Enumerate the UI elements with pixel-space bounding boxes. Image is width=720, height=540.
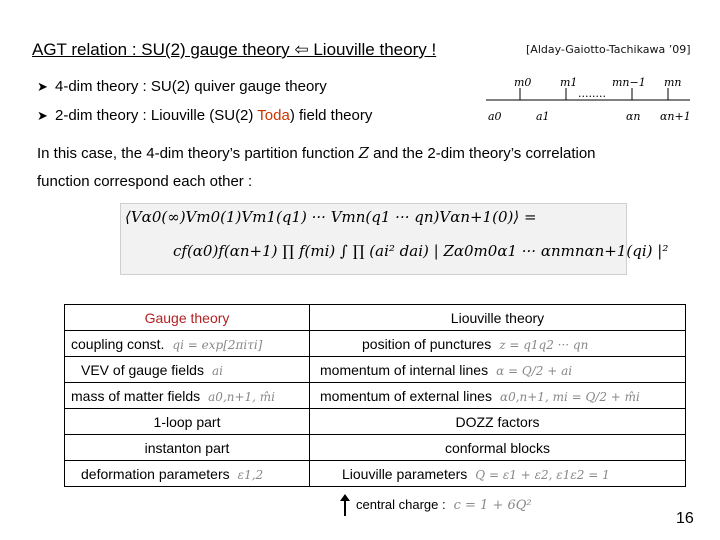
quiver-diagram — [486, 76, 691, 130]
agt-dictionary-table — [64, 304, 686, 487]
paragraph-post: and the 2-dim theory’s correlation — [369, 145, 596, 162]
table-cell-left: instanton part — [65, 435, 310, 461]
row-left-text: coupling const. — [71, 335, 165, 352]
table-row — [65, 383, 686, 409]
table-cell-left: 1-loop part — [65, 409, 310, 435]
table-row — [65, 357, 686, 383]
table-row — [65, 435, 686, 461]
central-charge-note — [356, 497, 532, 513]
bullet-2dim-suffix: ) field theory — [289, 107, 373, 124]
table-header-row — [65, 305, 686, 331]
quiver-label-a1: a1 — [536, 110, 550, 123]
page-number: 16 — [676, 510, 694, 527]
table-cell-right — [310, 331, 686, 357]
row-right-eq: z = q1q2 ··· qn — [499, 337, 589, 352]
row-right-text: momentum of external lines — [320, 387, 492, 404]
bullet-4dim — [37, 78, 327, 95]
citation: [Alday-Gaiotto-Tachikawa ’09] — [526, 43, 691, 56]
quiver-label-m1: m1 — [560, 76, 578, 89]
row-left-eq: a0,n+1, m̂i — [208, 389, 276, 404]
table-row — [65, 409, 686, 435]
table-row — [65, 461, 686, 487]
row-right-eq: Q = ε1 + ε2, ε1ε2 = 1 — [475, 467, 610, 482]
formula-line2: cf(α0)f(αn+1) ∏ f(mi) ∫ ∏ (ai² dai) | Zα0m0α1 ··· αnmnαn+1(qi) |² — [173, 242, 669, 260]
formula-line1: ⟨Vα0(∞)Vm0(1)Vm1(q1) ··· Vmn(q1 ··· qn)Vαn+1(0)⟩ = — [125, 208, 537, 226]
row-left-text: VEV of gauge fields — [81, 361, 204, 378]
bullet-2dim-prefix: 2-dim theory : Liouville (SU(2) — [55, 107, 258, 124]
row-right-eq: α0,n+1, mi = Q/2 + m̂i — [499, 389, 640, 404]
central-charge-label: central charge : — [356, 497, 446, 512]
table-cell-right — [310, 461, 686, 487]
header-liouville-theory: Liouville theory — [310, 305, 686, 331]
table-cell-left — [65, 383, 310, 409]
arrow-bullet-icon: ➤ — [37, 108, 48, 123]
row-left-text: mass of matter fields — [71, 387, 201, 404]
quiver-label-mn-1: mn−1 — [612, 76, 646, 89]
slide-title: AGT relation : SU(2) gauge theory ⇦ Liouville theory ! — [32, 40, 437, 59]
table-cell-right: DOZZ factors — [310, 409, 686, 435]
agt-formula-box — [120, 203, 669, 275]
table-cell-left — [65, 331, 310, 357]
central-charge-eq: c = 1 + 6Q² — [453, 498, 532, 513]
table-cell-left — [65, 461, 310, 487]
table-cell-right — [310, 357, 686, 383]
row-left-eq: ε1,2 — [237, 467, 264, 482]
row-left-text: deformation parameters — [81, 465, 230, 482]
table-cell-left — [65, 357, 310, 383]
arrow-bullet-icon: ➤ — [37, 79, 48, 94]
quiver-label-alpha-n1: αn+1 — [660, 110, 691, 123]
up-arrow-icon — [338, 494, 352, 516]
partition-function-symbol: Z — [358, 144, 369, 162]
table-row — [65, 331, 686, 357]
table-cell-right: conformal blocks — [310, 435, 686, 461]
quiver-label-alpha-n: αn — [626, 110, 641, 123]
quiver-label-m0: m0 — [514, 76, 532, 89]
row-left-eq: ai — [211, 363, 223, 378]
table-cell-right — [310, 383, 686, 409]
row-left-eq: qi = exp[2πiτi] — [172, 337, 263, 352]
header-gauge-theory: Gauge theory — [65, 305, 310, 331]
bullet-2dim-toda: Toda — [257, 107, 290, 124]
quiver-dots: ········ — [578, 90, 606, 103]
intro-paragraph-line2: function correspond each other : — [37, 173, 253, 190]
bullet-4dim-text: 4-dim theory : SU(2) quiver gauge theory — [55, 78, 327, 95]
row-right-eq: α = Q/2 + ai — [496, 363, 573, 378]
row-right-text: momentum of internal lines — [320, 361, 489, 378]
quiver-label-a0: a0 — [488, 110, 502, 123]
row-right-text: Liouville parameters — [342, 465, 468, 482]
row-right-text: position of punctures — [362, 335, 492, 352]
quiver-label-mn: mn — [664, 76, 682, 89]
paragraph-pre: In this case, the 4-dim theory’s partition function — [37, 145, 359, 162]
bullet-2dim — [37, 107, 372, 124]
intro-paragraph-line1 — [37, 144, 596, 162]
